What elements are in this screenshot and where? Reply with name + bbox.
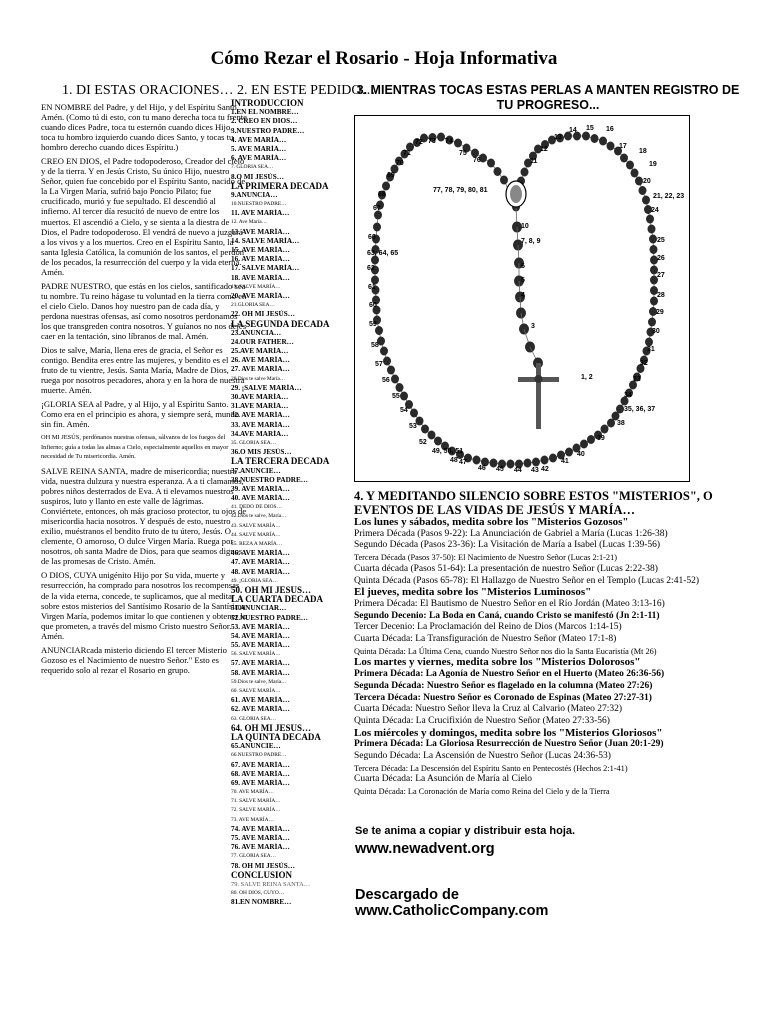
bead-number-label: 58 xyxy=(371,342,379,349)
rosary-bead xyxy=(400,392,408,401)
step-item: 72. SALVE MARÍA… xyxy=(231,807,281,814)
mystery-item: Primera Década: El Bautismo de Nuestro Señor en el Río Jordán (Mateo 3:13-16) xyxy=(354,598,665,609)
mystery-item: Segundo Década: La Ascensión de Nuestro Señor (Lucas 24:36-53) xyxy=(354,751,611,762)
bead-number-label: 49, 50, 51 xyxy=(432,448,464,455)
step-item: 41. DEDO DE DIOS… xyxy=(231,504,282,511)
steps-section-heading: INTRODUCCIÓN xyxy=(231,99,304,108)
mystery-item: Cuarta década (Pasos 51-64): La presentación de nuestro Señor (Lucas 2:22-38) xyxy=(354,563,658,574)
bead-number-label: 56 xyxy=(382,377,390,384)
step-item: 23.ANUNCIA… xyxy=(231,328,282,337)
steps-section-heading: LA QUINTA DÉCADA xyxy=(231,732,321,742)
step-item: 43. SALVE MARÍA… xyxy=(231,522,281,529)
step-item: 79. SALVE REINA SANTA… xyxy=(231,880,311,888)
steps-section-heading: CONCLUSIÓN xyxy=(231,870,293,880)
share-note: Se te anima a copiar y distribuir esta hoja. xyxy=(355,825,576,837)
bead-number-label: 26 xyxy=(657,255,665,262)
crucifix-icon xyxy=(518,363,559,429)
rosary-bead xyxy=(500,176,508,185)
rosary-bead xyxy=(580,440,588,449)
bead-number-label: 38 xyxy=(617,420,625,427)
step-item: 40. AVE MARÍA… xyxy=(231,494,290,503)
rosary-bead xyxy=(639,186,647,195)
section-heading-beads: 3. MIENTRAS TOCAS ESTAS PERLAS A MANTEN REGISTRO DE TU PROGRESO... xyxy=(356,83,740,112)
step-item: 61. AVE MARÍA… xyxy=(231,696,290,705)
bead-number-label: 69 xyxy=(387,172,395,179)
step-item: 19. SALVE MARÍA… xyxy=(231,283,281,290)
mystery-item: Cuarta Década: La Asunción de María al Cielo xyxy=(354,774,533,785)
step-item: 45. REZA A MARÍA… xyxy=(231,541,283,547)
step-item: 38.NUESTRO PADRE… xyxy=(231,475,308,484)
bead-number-label: 72 xyxy=(415,139,423,146)
step-item: 52.NUESTRO PADRE… xyxy=(231,613,308,622)
page-title: Cómo Rezar el Rosario - Hoja Informativa xyxy=(210,48,558,69)
mystery-item: Primera Década: La Gloriosa Resurrección de Nuestro Señor (Juan 20:1-29) xyxy=(354,739,664,750)
bead-number-label: 25 xyxy=(657,237,665,244)
rosary-bead xyxy=(587,435,595,444)
center-medal xyxy=(506,181,526,207)
step-item: 77. GLORIA SEA… xyxy=(231,853,277,860)
rosary-bead xyxy=(648,225,656,234)
step-item: 25.AVE MARÍA… xyxy=(231,347,289,356)
steps-section-heading: LA CUARTA DÉCADA xyxy=(231,595,324,605)
mystery-item: Tercer Decenio: La Proclamación del Reino de Dios (Marcos 1:14-15) xyxy=(354,622,622,633)
bead-number-label: 59 xyxy=(369,321,377,328)
rosary-bead xyxy=(582,132,590,141)
bead-number-label: 70 xyxy=(396,160,404,167)
steps-section-heading: LA TERCERA DÉCADA xyxy=(231,457,330,467)
bead-number-label: 76 xyxy=(473,157,481,164)
step-item: 2. CREO EN DIOS… xyxy=(231,117,298,126)
steps-list xyxy=(231,99,353,908)
rosary-bead xyxy=(565,448,573,457)
step-item: 4. AVE MARÍA… xyxy=(231,135,287,144)
bead-number-label: 42 xyxy=(541,466,549,473)
step-item: 74. AVE MARÍA… xyxy=(231,824,290,833)
rosary-bead xyxy=(380,347,388,356)
step-item: 17. SALVE MARÍA… xyxy=(231,264,300,273)
step-item: 26. AVE MARÍA… xyxy=(231,356,290,365)
mystery-group-heading: El jueves, medita sobre los "Misterios Luminosos" xyxy=(354,586,592,599)
mystery-item: Primera Década: La Agonía de Nuestro Señor en el Huerto (Mateo 26:36-56) xyxy=(354,669,665,680)
bead-number-label: 71 xyxy=(403,150,411,157)
rosary-bead xyxy=(532,458,540,467)
bead-number-label: 16 xyxy=(606,126,614,133)
bead-number-label: 66 xyxy=(368,234,376,241)
bead-number-label: 1, 2 xyxy=(581,374,593,381)
rosary-bead xyxy=(601,425,609,434)
step-item: 51.ANUNCIAR… xyxy=(231,604,287,613)
bead-number-label: 32 xyxy=(640,360,648,367)
rosary-bead xyxy=(396,383,404,392)
step-item: 27. AVE MARÍA… xyxy=(231,365,290,374)
step-item: 65.ANUNCIE… xyxy=(231,742,281,751)
bead-number-label: 7, 8, 9 xyxy=(521,238,541,245)
step-item: 46. AVE MARÍA… xyxy=(231,549,290,558)
bead-number-label: 53 xyxy=(409,423,417,430)
mystery-item: Primera Década (Pasos 9-22): La Anunciación de Gabriel a María (Lucas 1:26-38) xyxy=(354,528,668,539)
bead-number-label: 5 xyxy=(521,277,525,284)
rosary-bead xyxy=(421,425,429,434)
rosary-bead xyxy=(620,154,628,163)
step-item: 32. AVE MARÍA… xyxy=(231,411,290,420)
mystery-item: Tercera Década: La Descensión del Espíritu Santo en Pentecostés (Hechos 2:1-41) xyxy=(354,763,628,773)
bead-number-label: 68 xyxy=(378,191,386,198)
mystery-item: Tercera Década (Pasos 37-50): El Nacimiento de Nuestro Señor (Lucas 2:1-21) xyxy=(354,553,617,563)
bead-number-label: 31 xyxy=(647,346,655,353)
step-item: 31.AVE MARÍA… xyxy=(231,402,289,411)
step-item: 16. AVE MARÍA… xyxy=(231,255,290,264)
rosary-bead xyxy=(410,409,418,418)
rosary-bead xyxy=(642,196,650,205)
rosary-bead xyxy=(591,134,599,143)
step-item: 49. ¡GLORIA SEA… xyxy=(231,577,278,584)
section-heading-prayers: 1. DI ESTAS ORACIONES… 2. EN ESTE PEDIDO… xyxy=(62,83,376,98)
bead-number-label: 60 xyxy=(369,302,377,309)
bead-number-label: 39 xyxy=(597,435,605,442)
step-item: 8.O MI JESÚS… xyxy=(231,172,284,181)
bead-number-label: 75 xyxy=(459,150,467,157)
step-item: 80. OH DIOS, CUYO… xyxy=(231,890,285,897)
rosary-bead xyxy=(541,456,549,465)
step-item: 1.EN EL NOMBRE… xyxy=(231,108,299,117)
prayer-paragraph: Dios te salve, María, llena eres de gracia, el Señor es contigo. Bendita eres entre las mujeres, y bendito es el fruto de tu vientre, Jesús. Santa María, Madre de Dios, ruega por nosotros pecadores, ahora y en la hora de nuestra muerte. Amén. xyxy=(41,345,245,396)
prayer-paragraph: EN NOMBRE del Padre, y del Hijo, y del Espíritu Santo. Amén. (Como tú di esto, con tu mano derecha toca tu frente cuando dices Padre, toca tu esternón cuando dices Hijo, toca tu hombro izquierdo cuando dices Santo, y tocas tu hombro derecho cuando dices Espíritu.) xyxy=(41,102,247,153)
step-item: 66.NUESTRO PADRE… xyxy=(231,752,287,759)
step-item: 57. AVE MARÍA… xyxy=(231,659,290,668)
bead-number-label: 48 xyxy=(450,457,458,464)
step-item: 67. AVE MARÍA… xyxy=(231,760,290,769)
mystery-item: Quinta Década (Pasos 65-78): El Hallazgo de Nuestro Señor en el Templo (Lucas 2:41-52) xyxy=(354,575,700,586)
rosary-bead xyxy=(437,133,445,142)
step-item: 34.AVE MARÍA… xyxy=(231,429,289,438)
rosary-bead xyxy=(434,437,442,446)
step-item: 13. AVE MARÍA… xyxy=(231,227,290,236)
bead-number-label: 15 xyxy=(586,125,594,132)
step-item: 24.OUR FATHER… xyxy=(231,337,294,346)
prayer-paragraph: OH MI JESÚS, perdónanos nuestras ofensas, sálvanos de los fuegos del Infierno; guía a todas las almas a Cielo, especialmente aquellos en mayor necesidad de Tu misericordia. Amén. xyxy=(41,434,229,461)
rosary-bead xyxy=(487,159,495,168)
steps-section-heading: LA SEGUNDA DÉCADA xyxy=(231,319,330,329)
prayer-paragraph: ¡GLORIA SEA al Padre, y al Hijo, y al Espíritu Santo. Como era en el principio es ahora, y siempre será, mundo sin fin. Amén. xyxy=(41,399,240,430)
prayers-column xyxy=(41,102,247,679)
prayer-paragraph: CREO EN DIOS, el Padre todopoderoso, Creador del cielo y de la tierra. Y en Jesús Cristo, Su único Hijo, nuestro Señor, quien fue concebido por el Espíritu Santo, nacido de la La Virgen María, sufrió bajo Poncio Pilato; fue crucificado, murió y fue sepultado. El descendió al infierno. Al tercer día resucitó de nuevo de entre los muertos. El ascendió a Cielo, y se sienta a la diestra de Dios, el Padre todopoderoso. El vendrá de nuevo a juzgará a los vivos y a los muertos. Creo en el Espíritu Santo, la santa Iglesia Católica, la comunión de los santos, el perdón de los pecados, la resurrección del cuerpo y la vida eterna. Amén. xyxy=(41,156,246,277)
bead-number-label: 17 xyxy=(619,143,627,150)
mystery-item: Segundo Década (Pasos 23-36): La Visitación de María a Isabel (Lucas 1:39-56) xyxy=(354,540,661,551)
mystery-item: Cuarta Década: La Transfiguración de Nuestro Señor (Mateo 17:1-8) xyxy=(354,634,617,645)
bead-number-label: 45 xyxy=(496,466,504,473)
step-item: 22. OH MI JESÚS… xyxy=(231,310,295,319)
step-item: 44. SALVE MARÍA… xyxy=(231,531,281,538)
footer xyxy=(355,825,755,919)
step-item: 30.AVE MARÍA… xyxy=(231,393,289,401)
rosary-bead xyxy=(382,182,390,191)
bead-number-label: 11 xyxy=(530,158,538,165)
step-item: 12. Ave María… xyxy=(231,219,267,226)
rosary-bead xyxy=(521,168,529,177)
step-item: 10.NUESTRO PADRE… xyxy=(231,201,287,208)
bead-number-label: 14 xyxy=(569,127,577,134)
step-item: 70. AVE MARÍA… xyxy=(231,789,274,796)
bead-number-label: 47 xyxy=(459,459,467,466)
step-item: 78. OH MI JESÚS… xyxy=(231,861,295,870)
rosary-bead xyxy=(391,375,399,384)
step-item: 42.Dios te salve, María… xyxy=(231,513,287,520)
step-item: 48. AVE MARÍA… xyxy=(231,567,290,576)
bead-number-label: 52 xyxy=(419,439,427,446)
step-item: 33. AVE MARÍA… xyxy=(231,420,290,429)
mysteries-heading: 4. Y MEDITANDO SILENCIO SOBRE ESTOS "MISTERIOS", O EVENTOS DE LAS VIDAS DE JESÚS Y MARÍA… xyxy=(354,489,713,517)
mystery-item: Quinta Década: La Crucifixión de Nuestro Señor (Mateo 27:33-56) xyxy=(354,715,610,726)
step-item: 18. AVE MARÍA… xyxy=(231,273,290,282)
step-item: 60. SALVE MARÍA… xyxy=(231,688,281,694)
bead-number-label: 12 xyxy=(540,146,548,153)
rosary-bead xyxy=(631,169,639,178)
mystery-item: Segundo Decenio: La Boda en Caná, cuando Cristo se manifestó (Jn 2:1-11) xyxy=(354,610,660,621)
bead-number-label: 21, 22, 23 xyxy=(653,193,685,200)
step-item: 15. AVE MARÍA… xyxy=(231,246,290,254)
rosary-bead xyxy=(650,245,658,254)
bead-number-label: 28 xyxy=(657,292,665,299)
step-item: 47. AVE MARÍA… xyxy=(231,558,290,567)
bead-number-label: 20 xyxy=(643,178,651,185)
bead-number-label: 33 xyxy=(633,376,641,383)
rosary-bead xyxy=(494,167,502,176)
step-item: 28.Dios te salve María… xyxy=(231,375,286,382)
mystery-item: Quinta Década: La Última Cena, cuando Nuestro Señor nos dio la Santa Eucaristía (Mt 26) xyxy=(354,646,657,656)
rosary-bead xyxy=(635,177,643,186)
bead-number-label: 27 xyxy=(657,272,665,279)
bead-number-label: 63, 64, 65 xyxy=(367,250,399,257)
rosary-bead xyxy=(373,223,381,232)
step-item: 36.O MIS JESÚS… xyxy=(231,448,292,457)
mystery-group-heading: Los martes y viernes, medita sobre los "Misterios Dolorosos" xyxy=(354,656,641,669)
step-item: 68. AVE MARÍA… xyxy=(231,769,290,778)
rosary-bead xyxy=(428,431,436,440)
bead-number-label: 67 xyxy=(373,205,381,212)
bead-number-label: 43 xyxy=(531,467,539,474)
step-item: 56. SALVE MARÍA… xyxy=(231,651,281,658)
mysteries-section xyxy=(354,489,754,798)
rosary-bead xyxy=(649,235,657,244)
bead-number-label: 13 xyxy=(554,134,562,141)
steps-section-heading: 50. OH MI JESÚS… xyxy=(231,585,312,595)
rosary-bead xyxy=(599,137,607,146)
rosary-bead xyxy=(646,215,654,224)
bead-number-label: 4 xyxy=(521,292,525,299)
step-item: 54. AVE MARÍA… xyxy=(231,631,290,640)
prayer-paragraph: ANUNCIARcada misterio diciendo El tercer Misterio Gozoso es el Nacimiento de nuestro Señor." Esto es requerido solo al rezar el Rosario en grupo. xyxy=(41,644,227,675)
rosary-bead xyxy=(626,161,634,170)
prayer-paragraph: O DIOS, CUYA unigénito Hijo por Su vida, muerte y resurrección, ha comprado para nosotros los recompensas de la vida eterna, concede, te suplicamos, que al meditar sobre estos misterios del Santísimo Rosario de la Santísima Virgen María, podemos imitar lo que contienen y obtener lo que prometen, a través del mismo Cristo nuestro Señor. Amén. xyxy=(41,570,247,641)
rosary-diagram xyxy=(354,115,690,482)
mystery-group-heading: Los lunes y sábados, medita sobre los "Misterios Gozosos" xyxy=(354,516,629,528)
step-item: 53. AVE MARÍA… xyxy=(231,622,290,631)
step-item: 3.NUESTRO PADRE… xyxy=(231,126,305,135)
bead-number-label: 19 xyxy=(649,161,657,168)
step-item: 11. AVE MARÍA… xyxy=(231,209,290,218)
step-item: 5. AVE MARÍA… xyxy=(231,144,287,153)
step-item: 63. GLORIA SEA… xyxy=(231,715,277,722)
step-item: 7. GLORIA SEA… xyxy=(231,164,274,171)
prayer-paragraph: SALVE REINA SANTA, madre de misericordia; nuestra vida, nuestra dulzura y nuestra esperanza. A a ti clamamos, pobres niños desterrados de Eva. A ti elevamos nuestros suspiros, luto y llanto en este valle de lágrimas. Conviértete, entonces, oh más gracioso protector, tu ojos de misericordia hacia nosotros. Y después de esto, nuestro exilio, muéstranos el bendito fruto de tu útero, Jesús. O clemente, O amoroso, O dulce Virgen María. Ruega por nosotros, oh santa Madre de Dios, para que seamos dignos de las promesas de Cristo. Amén. xyxy=(41,465,247,567)
bead-number-label: 3 xyxy=(531,323,535,330)
step-item: 29. ¡SALVE MARÍA… xyxy=(231,383,302,392)
rosary-bead xyxy=(648,318,656,327)
company-link[interactable]: www.CatholicCompany.com xyxy=(355,903,549,919)
step-item: 39. AVE MARÍA… xyxy=(231,484,290,493)
step-item: 62. AVE MARÍA… xyxy=(231,705,290,714)
step-item: 37.ANUNCIE… xyxy=(231,466,281,475)
bead-number-label: 57 xyxy=(375,361,383,368)
step-item: 75. AVE MARÍA… xyxy=(231,834,290,842)
bead-number-label: 46 xyxy=(478,465,486,472)
bead-number-label: 18 xyxy=(639,148,647,155)
rosary-bead xyxy=(473,456,481,465)
step-item: 55. AVE MARÍA… xyxy=(231,641,290,650)
mystery-item: Tercera Década: Nuestro Señor es Coronado de Espinas (Mateo 27:27-31) xyxy=(354,692,652,703)
steps-section-heading: 64. OH MI JESÚS… xyxy=(231,723,312,733)
rosary-bead xyxy=(387,366,395,375)
rosary-bead xyxy=(383,357,391,366)
step-item: 14. SALVE MARÍA… xyxy=(231,236,300,245)
step-item: 58. AVE MARÍA… xyxy=(231,668,290,677)
bead-number-label: 6 xyxy=(521,263,525,270)
mystery-item: Segunda Década: Nuestro Señor es flagelado en la columna (Mateo 27:26) xyxy=(354,680,653,691)
bead-number-label: 34 xyxy=(624,392,632,399)
step-item: 81.EN NOMBRE… xyxy=(231,898,292,907)
bead-number-label: 44 xyxy=(514,467,522,474)
bead-number-label: 35, 36, 37 xyxy=(624,406,656,413)
step-item: 21.GLORIA SEA… xyxy=(231,302,275,309)
step-item: 9.ANUNCIA… xyxy=(231,190,278,199)
rosary-bead xyxy=(607,142,615,151)
bead-number-label: 74 xyxy=(445,138,453,145)
step-item: 73. AVE MARÍA… xyxy=(231,816,274,823)
step-item: 69. AVE MARÍA… xyxy=(231,778,290,787)
mystery-group-heading: Los miércoles y domingos, medita sobre los "Misterios Gloriosos" xyxy=(354,726,663,739)
rosary-bead xyxy=(454,139,462,148)
prayer-paragraph: PADRE NUESTRO, que estás en los cielos, santificado sea tu nombre. Tu reino hágase tu voluntad en la tierra como en el cielo Cielo. Danos hoy nuestro pan de cada día, y perdona nuestras ofensas, así como nosotros perdonamos los que transgreden contra nosotros. Y guíanos no nos dejes caer en la tentación, sino líbranos de mal. Amén. xyxy=(41,280,247,342)
rosary-bead xyxy=(616,405,624,414)
bead-number-label: 40 xyxy=(577,451,585,458)
steps-section-heading: LA PRIMERA DÉCADA xyxy=(231,181,329,191)
bead-number-label: 77, 78, 79, 80, 81 xyxy=(433,187,488,194)
download-label: Descargado de xyxy=(355,887,459,903)
mystery-item: Quinta Década: La Coronación de María como Reina del Cielo y de la Tierra xyxy=(354,787,610,797)
step-item: 6. AVE MARÍA… xyxy=(231,154,287,163)
site-link[interactable]: www.newadvent.org xyxy=(355,841,495,857)
mystery-item: Cuarta Década: Nuestro Señor lleva la Cruz al Calvario (Mateo 27:32) xyxy=(354,704,623,715)
bead-number-label: 62 xyxy=(367,265,375,272)
step-item: 59.Dios te salve, María… xyxy=(231,678,287,685)
step-item: 71. SALVE MARÍA… xyxy=(231,798,281,805)
bead-number-label: 55 xyxy=(392,393,400,400)
rosary-bead xyxy=(549,454,557,463)
bead-number-label: 30 xyxy=(652,328,660,335)
bead-number-label: 24 xyxy=(651,207,659,214)
step-item: 35. GLORIA SEA… xyxy=(231,439,277,446)
bead-number-label: 61 xyxy=(368,284,376,291)
step-item: 76. AVE MARÍA… xyxy=(231,843,290,852)
bead-number-label: 29 xyxy=(656,309,664,316)
bead-number-label: 73 xyxy=(428,138,436,145)
step-item: 20. AVE MARÍA… xyxy=(231,291,290,300)
bead-number-label: 54 xyxy=(400,407,408,414)
bead-number-label: 10 xyxy=(521,223,529,230)
bead-number-label: 41 xyxy=(561,458,569,465)
